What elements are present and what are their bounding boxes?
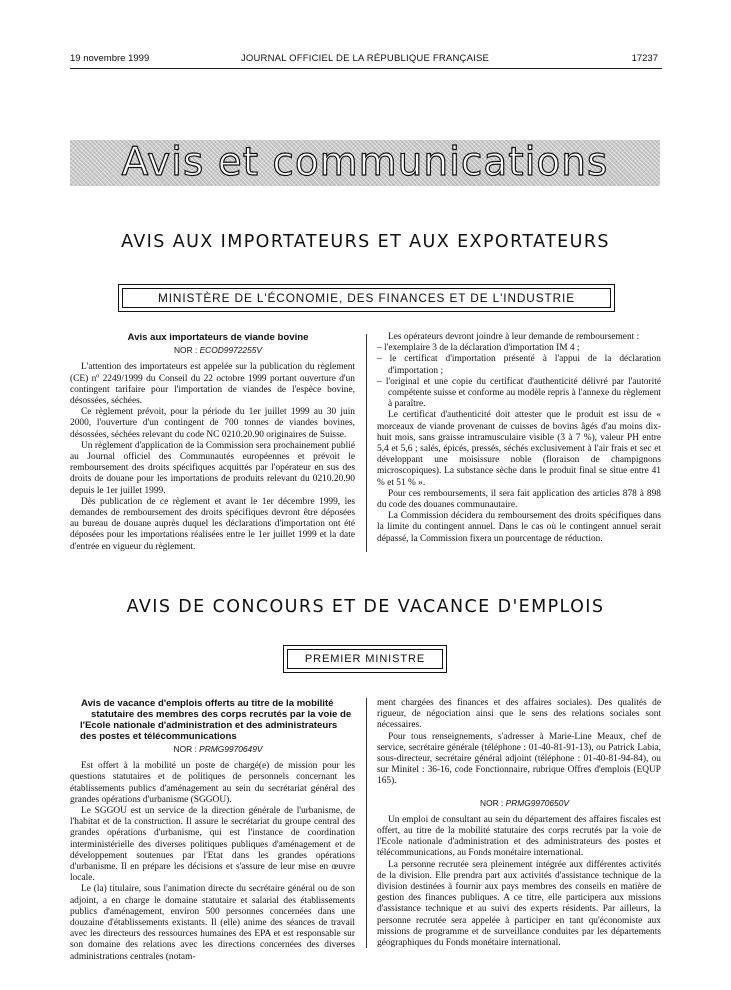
avis-mobilite-right-column: [377, 698, 661, 949]
nor-code: PRMG9970650V: [505, 797, 569, 808]
banner-title: Avis et communications: [121, 140, 609, 185]
nor-label: NOR :: [480, 797, 504, 808]
column-rule: [366, 698, 367, 948]
paragraph: Pour ces remboursements, il sera fait application des articles 878 à 898 du code des douanes communautaire.: [377, 488, 661, 511]
ministry-heading: MINISTÈRE DE L'ÉCONOMIE, DES FINANCES ET DE L'INDUSTRIE: [122, 288, 611, 308]
header-journal-title: JOURNAL OFFICIEL DE LA RÉPUBLIQUE FRANÇAISE: [240, 53, 490, 64]
nor-code: ECOD9972255V: [199, 345, 262, 356]
avis-viande-right-column: [377, 332, 661, 545]
paragraph: Le SGGOU est un service de la direction générale de l'urbanisme, de l'habitat et de la construction. Il assure le secrétariat du groupe central des grandes opérations d'urbanisme, qui est l'instance de coordination interministérielle des diverses politiques publiques d'aménagement et de développement soutenues par l'Etat dans les grandes opérations d'urbanisme. Il en prépare les décisions et s'assure de leur mise en œuvre locale.: [70, 806, 355, 884]
header-rule: [70, 68, 662, 69]
paragraph: Dès publication de ce règlement et avant le 1er décembre 1999, les demandes de remboursement des droits spécifiques devront être déposées au bureau de douane auprès duquel les déclarations d'importation ont été déposées pour les importations réalisées entre le 1er juillet 1999 et la date d'entrée en vigueur du règlement.: [70, 496, 355, 552]
list-item: – l'exemplaire 3 de la déclaration d'importation IM 4 ;: [377, 343, 580, 354]
section-title-importateurs: AVIS AUX IMPORTATEURS ET AUX EXPORTATEURS: [121, 232, 610, 252]
nor-reference: [377, 798, 661, 809]
paragraph: La personne recrutée sera pleinement intégrée aux différentes activités de la division. Elle prendra part aux activités d'assistance technique de la division destinées à fournir aux pays membres des conseils en matière de gestion des finances publiques. A ce titre, elle participera aux missions d'assistance technique et au suivi des experts résidents. Par ailleurs, la personne recrutée sera appelée à participer en tant qu'économiste aux missions de programme et de surveillance conduites par les départements géographiques du Fonds monétaire international.: [377, 859, 661, 949]
section-banner: [70, 140, 660, 186]
paragraph: Un emploi de consultant au sein du département des affaires fiscales est offert, au titre de la mobilité statutaire des corps recrutés par la voie de l'Ecole nationale d'administration et des administrateurs des postes et télécommunications, au Fonds monétaire international.: [377, 814, 661, 859]
paragraph: Le certificat d'authenticité doit attester que le produit est issu de « morceaux de viande provenant de cuisses de bovins âgés d'au moins dix-huit mois, sans graisse intramusculaire visible (3 à 7 %), valeur PH entre 5,4 et 5,6 ; salés, épicés, pressés, séchés exclusivement à l'air frais et sec et développant une moisissure noble (floraison de champignons microscopiques). La substance sèche dans le produit final se situe entre 41 % et 51 % ».: [377, 410, 661, 488]
avis-title-line-1: Avis de vacance d'emplois offerts au titre de la mobilité: [81, 698, 334, 709]
list-item: – le certificat d'importation présenté à l'appui de la déclaration d'importation ;: [377, 354, 661, 376]
nor-label: NOR :: [174, 345, 198, 356]
paragraph: ment chargées des finances et des affaires sociales). Des qualités de rigueur, de négociation ainsi que le sens des relations sociales sont nécessaires.: [377, 698, 661, 731]
paragraph: L'attention des importateurs est appelée sur la publication du règlement (CE) nº 2249/1999 du Conseil du 22 octobre 1999 portant ouverture d'un contingent tarifaire pour l'importation de viandes de l'espèce bovine, désossées, séchées.: [70, 362, 355, 407]
paragraph: Pour tous renseignements, s'adresser à Marie-Line Meaux, chef de service, secrétaire générale (téléphone : 01-40-81-91-13), ou Patrick Labia, sous-directeur, secrétaire général adjoint (téléphone : 01-40-81-94-84), ou sur Minitel : 36-16, code Fonctionnaire, rubrique Offres d'emplois (EQUP 165).: [377, 731, 661, 787]
paragraph: La Commission décidera du remboursement des droits spécifiques dans la limite du contingent annuel. Dans le cas où le contingent annuel serait dépassé, la Commission fixera un pourcentage de réduction.: [377, 511, 661, 544]
paragraph: Les opérateurs devront joindre à leur demande de remboursement :: [388, 332, 640, 342]
avis-viande-left-column: [70, 332, 355, 553]
nor-reference: [70, 345, 355, 356]
section-title-concours: AVIS DE CONCOURS ET DE VACANCE D'EMPLOIS: [126, 597, 605, 617]
paragraph: Est offert à la mobilité un poste de chargé(e) de mission pour les questions statutaires et de politiques de personnels concernant les établissements publics d'aménagement au sein du secrétariat général des grandes opérations d'urbanisme (SGGOU).: [70, 761, 355, 805]
avis-title: [70, 698, 355, 742]
ministry-heading: PREMIER MINISTRE: [287, 649, 443, 669]
avis-title: Avis aux importateurs de viande bovine: [127, 332, 309, 343]
avis-title-continuation: statutaire des membres des corps recrutés par la voie de l'Ecole nationale d'administration et des administrateurs des postes et télécommunications: [80, 709, 352, 742]
header-page-number: 17237: [631, 53, 658, 64]
header-date: 19 novembre 1999: [70, 53, 150, 64]
running-header: [70, 53, 660, 67]
nor-reference: [70, 744, 355, 755]
avis-mobilite-left-column: [70, 698, 355, 963]
paragraph: Un règlement d'application de la Commission sera prochainement publié au Journal officiel des Communautés européennes et prévoit le remboursement des droits spécifiques acquittés par l'opérateur en sus des droits de douane pour les importations de produits relevant du 0210.20.90 depuis le 1er juillet 1999.: [70, 440, 355, 496]
nor-label: NOR :: [173, 744, 197, 754]
paragraph: Ce règlement prévoit, pour la période du 1er juillet 1999 au 30 juin 2000, l'ouverture d'un contingent de 700 tonnes de viandes bovines, désossées, séchées relevant du code NC 0210.20.90 originaires de Suisse.: [70, 407, 355, 440]
nor-code: PRMG9970649V: [199, 744, 263, 754]
paragraph: Le (la) titulaire, sous l'animation directe du secrétaire général ou de son adjoint, a en charge le domaine statutaire et salarial des établissements publics d'aménagement, environ 500 personnes concernées dans une douzaine d'établissements existants. Il (elle) anime des séances de travail avec les directeurs des ressources humaines des EPA et est responsable sur son domaine des relations avec les directions concernées des diverses administrations centrales (notam-: [70, 884, 355, 962]
list-item: – l'original et une copie du certificat d'authenticité délivré par l'autorité compétente suisse et conforme au modèle repris à l'annexe du règlement à paraître.: [377, 376, 661, 410]
column-rule: [366, 334, 367, 552]
